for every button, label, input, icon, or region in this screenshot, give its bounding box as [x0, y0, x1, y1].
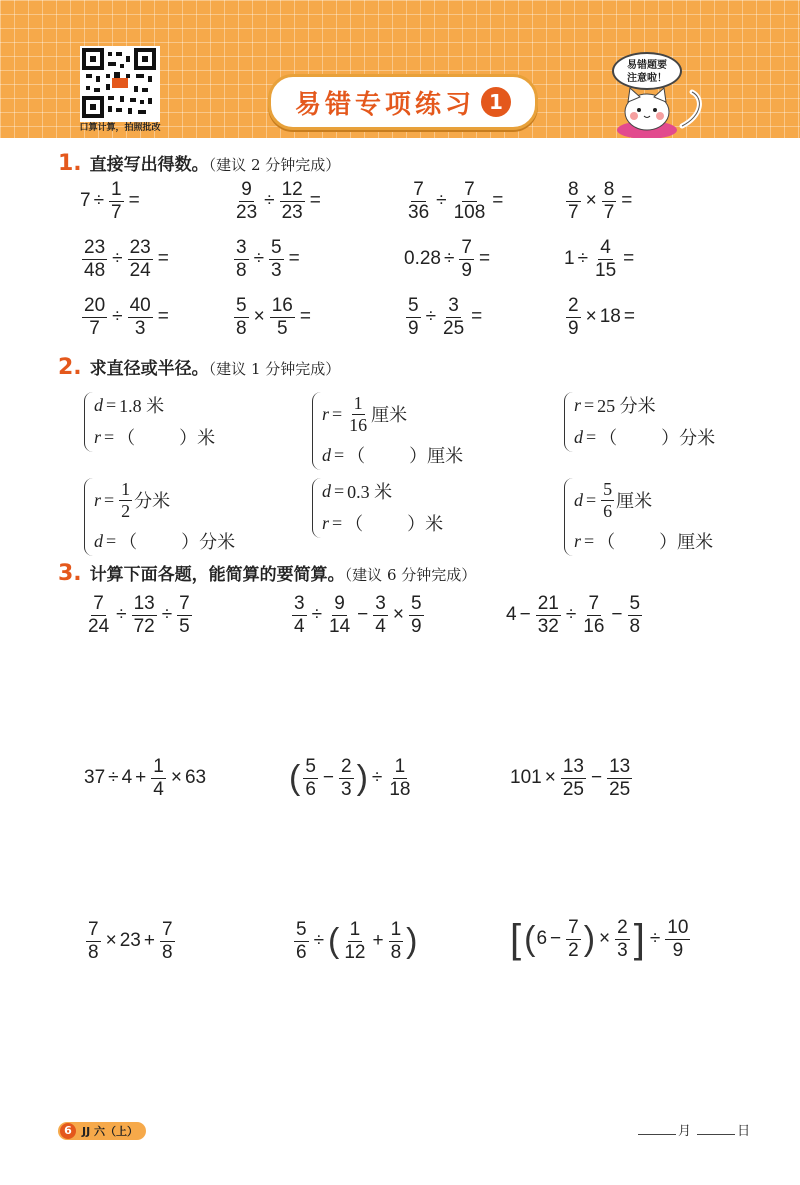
- calc-problem-2: $\frac{3}{4}$ ÷ $\frac{9}{14}$ − $\frac{3}{4}$ × $\frac{5}{9}$: [294, 593, 422, 637]
- section-2-number: 2.: [58, 355, 82, 380]
- page-title: [268, 74, 538, 130]
- section-3-title: [58, 560, 476, 586]
- section-3-text: 计算下面各题，能简算的要简算。: [89, 565, 345, 585]
- date-field[interactable]: [638, 1120, 750, 1139]
- day-label: 日: [737, 1124, 751, 1139]
- calc-problem-6: 101 × $\frac{13}{25}$ − $\frac{13}{25}$: [510, 756, 631, 800]
- speech-bubble: [612, 52, 682, 90]
- qr-code-icon[interactable]: [80, 46, 160, 122]
- answer-blank[interactable]: r = （ ） 米: [322, 512, 444, 534]
- calc-problem-3: 4 − $\frac{21}{32}$ ÷ $\frac{7}{16}$ − $\frac{5}{8}$: [506, 593, 641, 637]
- oral-problem: $\frac{8}{7}$ × $\frac{8}{7}$ =: [568, 179, 633, 223]
- page-number-badge: [58, 1122, 146, 1140]
- oral-problem: $\frac{7}{36}$ ÷ $\frac{7}{108}$ =: [408, 179, 504, 223]
- calc-problem-9: [ ( 6 − $\frac{7}{2}$ ) × $\frac{2}{3}$ ] ÷ $\frac{10}{9}$: [510, 917, 689, 962]
- section-1-text: 直接写出得数。: [89, 155, 209, 175]
- section-1-hint: （建议 2 分钟完成）: [208, 156, 341, 174]
- oral-problem: 1 ÷ $\frac{4}{15}$ =: [564, 237, 635, 281]
- section-2-hint: （建议 1 分钟完成）: [208, 360, 341, 378]
- month-label: 月: [678, 1124, 692, 1139]
- oral-problem: $\frac{23}{48}$ ÷ $\frac{23}{24}$ =: [84, 237, 169, 281]
- calc-problem-4: 37 ÷ 4 + $\frac{1}{4}$ × 63: [84, 756, 207, 800]
- oral-problem: $\frac{20}{7}$ ÷ $\frac{40}{3}$ =: [84, 295, 169, 339]
- section-1-number: 1.: [58, 151, 82, 176]
- section-2-title: [58, 354, 340, 380]
- cat-mascot-icon: [612, 86, 707, 138]
- speech-line-2: 注意啦！: [627, 73, 667, 84]
- page-number: 6: [60, 1123, 76, 1139]
- answer-blank[interactable]: d = （ ） 分米: [94, 530, 236, 552]
- answer-blank[interactable]: r = （ ） 米: [94, 426, 216, 448]
- book-label: JJ 六（上）: [82, 1125, 139, 1138]
- oral-problem: $\frac{9}{23}$ ÷ $\frac{12}{23}$ =: [236, 179, 321, 223]
- section-3-number: 3.: [58, 561, 82, 586]
- oral-problem: $\frac{5}{8}$ × $\frac{16}{5}$ =: [236, 295, 311, 339]
- calc-problem-1: $\frac{7}{24}$ ÷ $\frac{13}{72}$ ÷ $\frac{7}{5}$: [88, 593, 190, 637]
- answer-blank[interactable]: d = （ ） 厘米: [322, 444, 464, 466]
- page-header: [0, 0, 800, 138]
- title-text: 易错专项练习: [294, 89, 475, 120]
- section-3-hint: （建议 6 分钟完成）: [344, 566, 477, 584]
- speech-line-1: 易错题要: [627, 60, 667, 71]
- oral-problem: 0.28 ÷ $\frac{7}{9}$ =: [404, 237, 491, 281]
- qr-caption: 口算计算，拍照批改: [79, 123, 161, 133]
- calc-problem-7: $\frac{7}{8}$ × 23 + $\frac{7}{8}$: [88, 919, 173, 963]
- answer-blank[interactable]: r = （ ） 厘米: [574, 530, 714, 552]
- oral-problem: $\frac{3}{8}$ ÷ $\frac{5}{3}$ =: [236, 237, 300, 281]
- title-number: 1: [481, 87, 511, 117]
- oral-problem: $\frac{5}{9}$ ÷ $\frac{3}{25}$ =: [408, 295, 483, 339]
- oral-problem: $\frac{2}{9}$ × 18 =: [568, 295, 635, 339]
- calc-problem-5: ( $\frac{5}{6}$ − $\frac{2}{3}$ ) ÷ $\frac{1}{18}$: [289, 756, 411, 800]
- calc-problem-8: $\frac{5}{6}$ ÷ ( $\frac{1}{12}$ + $\frac{1}{8}$ ): [296, 919, 418, 963]
- oral-problem: 7 ÷ $\frac{1}{7}$ =: [80, 179, 140, 223]
- answer-blank[interactable]: d = （ ） 分米: [574, 426, 716, 448]
- section-2-text: 求直径或半径。: [89, 359, 209, 379]
- section-1-title: [58, 150, 340, 176]
